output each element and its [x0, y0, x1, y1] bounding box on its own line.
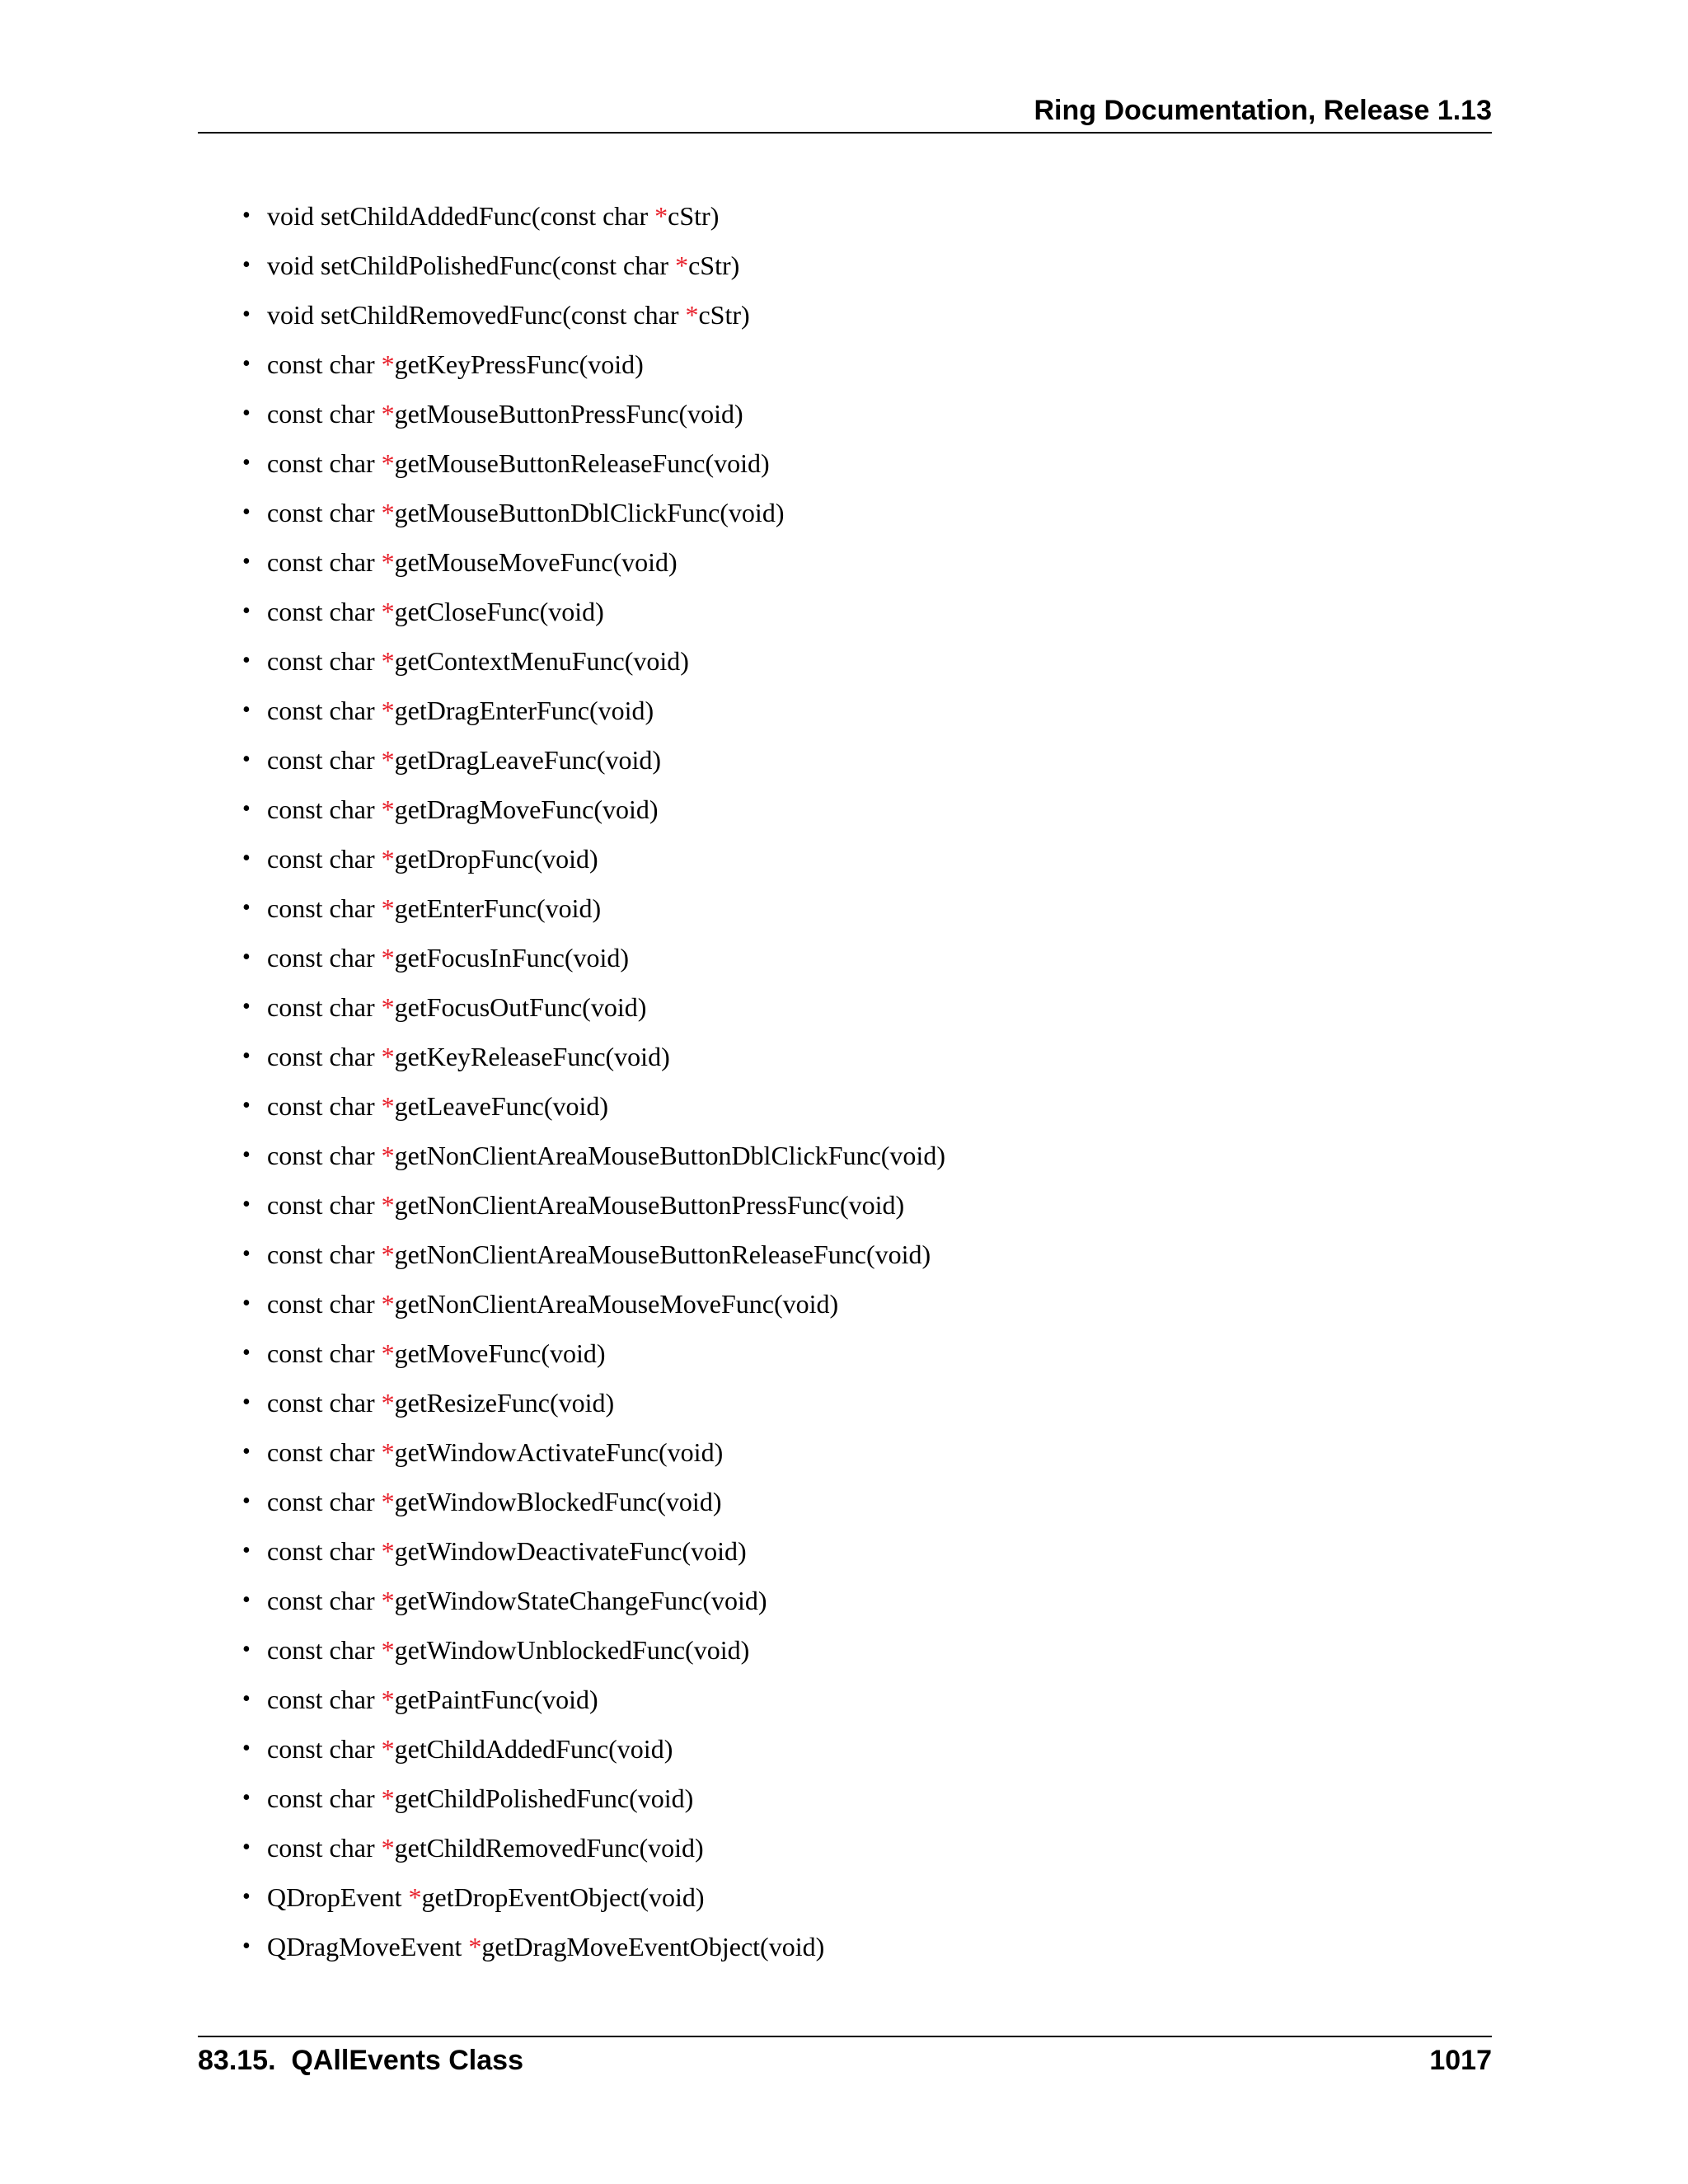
signature-prefix: const char [267, 893, 382, 923]
list-item [198, 1431, 1492, 1480]
signature-name: getLeaveFunc(void) [394, 1091, 609, 1121]
signature-prefix: const char [267, 1190, 382, 1220]
list-item [198, 1134, 1492, 1183]
pointer-star: * [381, 1536, 395, 1566]
list-item [198, 1183, 1492, 1233]
bullet-icon: • [242, 796, 251, 822]
bullet-icon: • [242, 598, 251, 624]
list-item [198, 1233, 1492, 1282]
list-item [198, 1777, 1492, 1826]
bullet-icon: • [242, 1488, 251, 1514]
list-item [198, 986, 1492, 1035]
pointer-star: * [381, 399, 395, 429]
pointer-star: * [381, 1289, 395, 1319]
signature-prefix: const char [267, 1487, 382, 1516]
signature-name: getWindowStateChangeFunc(void) [394, 1586, 767, 1615]
signature-name: getNonClientAreaMouseButtonReleaseFunc(void) [394, 1240, 931, 1269]
list-item [198, 442, 1492, 491]
signature-name: getChildRemovedFunc(void) [394, 1833, 704, 1863]
bullet-icon: • [242, 252, 251, 278]
pointer-star: * [381, 893, 395, 923]
bullet-icon: • [242, 1835, 251, 1860]
list-item [198, 541, 1492, 590]
pointer-star: * [381, 1240, 395, 1269]
signature-prefix: const char [267, 1437, 382, 1467]
signature-prefix: const char [267, 1734, 382, 1764]
pointer-star: * [381, 696, 395, 725]
pointer-star: * [381, 349, 395, 379]
signature-prefix: const char [267, 1091, 382, 1121]
pointer-star: * [381, 992, 395, 1022]
list-item [198, 1629, 1492, 1678]
signature-name: getMouseButtonDblClickFunc(void) [394, 498, 785, 527]
signature-prefix: const char [267, 844, 382, 874]
list-item [198, 689, 1492, 738]
bullet-icon: • [242, 1142, 251, 1168]
pointer-star: * [381, 1338, 395, 1368]
signature-prefix: const char [267, 448, 382, 478]
list-item [198, 1035, 1492, 1085]
signature-prefix: void setChildRemovedFunc(const char [267, 300, 686, 330]
pointer-star: * [408, 1882, 422, 1912]
bullet-icon: • [242, 1043, 251, 1069]
signature-name: getDragEnterFunc(void) [394, 696, 654, 725]
bullet-icon: • [242, 1390, 251, 1415]
bullet-icon: • [242, 1192, 251, 1217]
signature-name: getFocusOutFunc(void) [394, 992, 647, 1022]
section-title: 83.15. QAllEvents Class [198, 2045, 523, 2076]
pointer-star: * [381, 1783, 395, 1813]
list-item [198, 1727, 1492, 1777]
pointer-star: * [381, 1685, 395, 1714]
signature-name: getMouseMoveFunc(void) [394, 547, 678, 577]
pointer-star: * [381, 794, 395, 824]
list-item [198, 837, 1492, 887]
pointer-star: * [654, 201, 668, 231]
page-footer [198, 2036, 1492, 2087]
signature-prefix: void setChildPolishedFunc(const char [267, 251, 676, 280]
bullet-icon: • [242, 203, 251, 228]
pointer-star: * [381, 448, 395, 478]
signature-prefix: const char [267, 646, 382, 676]
signature-name: getWindowUnblockedFunc(void) [394, 1635, 750, 1665]
signature-prefix: const char [267, 349, 382, 379]
signature-prefix: QDropEvent [267, 1882, 409, 1912]
list-item [198, 343, 1492, 392]
pointer-star: * [381, 1437, 395, 1467]
bullet-icon: • [242, 1241, 251, 1267]
bullet-icon: • [242, 499, 251, 525]
pointer-star: * [381, 646, 395, 676]
list-item [198, 1480, 1492, 1530]
signature-name: getWindowDeactivateFunc(void) [394, 1536, 747, 1566]
bullet-icon: • [242, 1439, 251, 1465]
signature-name: getNonClientAreaMouseMoveFunc(void) [394, 1289, 839, 1319]
signature-prefix: const char [267, 696, 382, 725]
signature-prefix: const char [267, 498, 382, 527]
signature-name: getChildAddedFunc(void) [394, 1734, 673, 1764]
signature-name: getMouseButtonPressFunc(void) [394, 399, 743, 429]
document-title: Ring Documentation, Release 1.13 [1034, 95, 1492, 126]
signature-prefix: const char [267, 1388, 382, 1418]
pointer-star: * [381, 1635, 395, 1665]
bullet-icon: • [242, 351, 251, 377]
signature-prefix: const char [267, 1783, 382, 1813]
signature-name: getPaintFunc(void) [394, 1685, 598, 1714]
signature-prefix: const char [267, 1635, 382, 1665]
signature-name: cStr) [688, 251, 740, 280]
signature-name: getCloseFunc(void) [394, 597, 604, 626]
list-item [198, 1332, 1492, 1381]
bullet-icon: • [242, 648, 251, 673]
signature-prefix: const char [267, 399, 382, 429]
signature-name: getKeyReleaseFunc(void) [394, 1042, 670, 1071]
bullet-icon: • [242, 994, 251, 1019]
list-item [198, 1530, 1492, 1579]
list-item [198, 738, 1492, 788]
signature-name: getNonClientAreaMouseButtonPressFunc(void) [394, 1190, 905, 1220]
list-item [198, 244, 1492, 293]
signature-prefix: const char [267, 1141, 382, 1170]
bullet-icon: • [242, 302, 251, 327]
list-item [198, 392, 1492, 442]
signature-name: getWindowActivateFunc(void) [394, 1437, 724, 1467]
bullet-icon: • [242, 1093, 251, 1118]
signature-name: getDragMoveEventObject(void) [481, 1932, 825, 1961]
list-item [198, 194, 1492, 244]
pointer-star: * [381, 1734, 395, 1764]
list-item [198, 491, 1492, 541]
function-list [198, 194, 1492, 1975]
signature-name: getEnterFunc(void) [394, 893, 602, 923]
signature-prefix: const char [267, 1833, 382, 1863]
list-item [198, 788, 1492, 837]
page-content [198, 194, 1492, 1975]
bullet-icon: • [242, 1736, 251, 1761]
bullet-icon: • [242, 697, 251, 723]
bullet-icon: • [242, 1637, 251, 1662]
bullet-icon: • [242, 1933, 251, 1959]
list-item [198, 1579, 1492, 1629]
list-item [198, 1085, 1492, 1134]
list-item [198, 293, 1492, 343]
bullet-icon: • [242, 944, 251, 970]
pointer-star: * [381, 1833, 395, 1863]
page-number: 1017 [1429, 2045, 1492, 2076]
signature-prefix: const char [267, 1536, 382, 1566]
signature-prefix: const char [267, 1042, 382, 1071]
bullet-icon: • [242, 1538, 251, 1563]
pointer-star: * [381, 498, 395, 527]
signature-prefix: const char [267, 547, 382, 577]
signature-prefix: QDragMoveEvent [267, 1932, 469, 1961]
signature-name: getDragMoveFunc(void) [394, 794, 659, 824]
signature-prefix: const char [267, 1289, 382, 1319]
signature-name: getResizeFunc(void) [394, 1388, 615, 1418]
list-item [198, 887, 1492, 936]
signature-name: getDragLeaveFunc(void) [394, 745, 662, 775]
signature-prefix: const char [267, 943, 382, 972]
signature-prefix: const char [267, 1338, 382, 1368]
signature-name: getContextMenuFunc(void) [394, 646, 689, 676]
signature-name: getDropEventObject(void) [421, 1882, 705, 1912]
pointer-star: * [468, 1932, 482, 1961]
signature-prefix: const char [267, 1586, 382, 1615]
signature-prefix: const char [267, 1240, 382, 1269]
list-item [198, 936, 1492, 986]
pointer-star: * [381, 1042, 395, 1071]
pointer-star: * [381, 1141, 395, 1170]
page-header [198, 89, 1492, 134]
bullet-icon: • [242, 1785, 251, 1811]
bullet-icon: • [242, 450, 251, 476]
bullet-icon: • [242, 1686, 251, 1712]
pointer-star: * [381, 1586, 395, 1615]
pointer-star: * [381, 1190, 395, 1220]
pointer-star: * [381, 844, 395, 874]
pointer-star: * [685, 300, 699, 330]
signature-name: getWindowBlockedFunc(void) [394, 1487, 722, 1516]
bullet-icon: • [242, 1587, 251, 1613]
signature-name: cStr) [668, 201, 720, 231]
pointer-star: * [381, 1091, 395, 1121]
signature-name: cStr) [698, 300, 750, 330]
signature-name: getDropFunc(void) [394, 844, 598, 874]
pointer-star: * [381, 943, 395, 972]
list-item [198, 1826, 1492, 1876]
bullet-icon: • [242, 1340, 251, 1366]
signature-name: getChildPolishedFunc(void) [394, 1783, 694, 1813]
bullet-icon: • [242, 846, 251, 871]
bullet-icon: • [242, 895, 251, 921]
list-item [198, 1925, 1492, 1975]
pointer-star: * [381, 547, 395, 577]
list-item [198, 1678, 1492, 1727]
bullet-icon: • [242, 1291, 251, 1316]
list-item [198, 1282, 1492, 1332]
signature-prefix: const char [267, 992, 382, 1022]
signature-name: getMoveFunc(void) [394, 1338, 606, 1368]
pointer-star: * [381, 1388, 395, 1418]
bullet-icon: • [242, 549, 251, 574]
pointer-star: * [381, 597, 395, 626]
bullet-icon: • [242, 747, 251, 772]
list-item [198, 640, 1492, 689]
pointer-star: * [381, 745, 395, 775]
signature-name: getFocusInFunc(void) [394, 943, 630, 972]
list-item [198, 1876, 1492, 1925]
bullet-icon: • [242, 401, 251, 426]
signature-prefix: const char [267, 1685, 382, 1714]
signature-name: getNonClientAreaMouseButtonDblClickFunc(void) [394, 1141, 945, 1170]
signature-name: getKeyPressFunc(void) [394, 349, 644, 379]
signature-prefix: void setChildAddedFunc(const char [267, 201, 655, 231]
signature-prefix: const char [267, 597, 382, 626]
list-item [198, 590, 1492, 640]
pointer-star: * [381, 1487, 395, 1516]
pointer-star: * [675, 251, 689, 280]
signature-prefix: const char [267, 794, 382, 824]
bullet-icon: • [242, 1884, 251, 1910]
signature-prefix: const char [267, 745, 382, 775]
list-item [198, 1381, 1492, 1431]
signature-name: getMouseButtonReleaseFunc(void) [394, 448, 770, 478]
